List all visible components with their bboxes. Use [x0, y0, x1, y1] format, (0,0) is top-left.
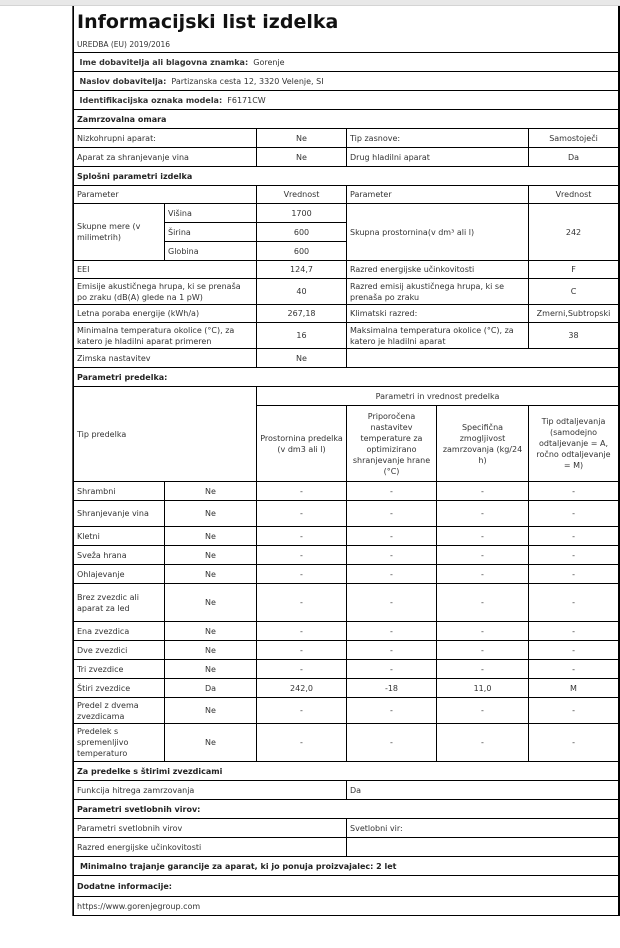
basic-param: Nizkohrupni aparat: [74, 129, 257, 148]
basic-value: Ne [257, 129, 347, 148]
compartment-value: - [529, 527, 619, 546]
dimension-value: 600 [257, 223, 347, 242]
compartment-type-header: Tip predelka [74, 387, 257, 482]
compartment-type: Shranjevanje vina [74, 501, 165, 527]
compartment-present: Ne [165, 698, 257, 724]
compartment-type: Sveža hrana [74, 546, 165, 565]
general-value: C [529, 279, 619, 305]
compartment-value: - [437, 501, 529, 527]
compartment-row [74, 724, 619, 762]
general-param: EEI [74, 261, 257, 279]
compartment-value: - [347, 584, 437, 622]
compartment-value: - [257, 527, 347, 546]
compartment-value: - [529, 584, 619, 622]
compartment-value: - [437, 546, 529, 565]
basic-param: Aparat za shranjevanje vina [74, 148, 257, 167]
compartment-present: Ne [165, 660, 257, 679]
compartment-value: - [437, 584, 529, 622]
compartment-type: Štiri zvezdice [74, 679, 165, 698]
general-param-empty [347, 349, 619, 368]
dimension-value: 1700 [257, 204, 347, 223]
compartment-value: - [257, 724, 347, 762]
compartment-present: Ne [165, 482, 257, 501]
compartment-present: Ne [165, 527, 257, 546]
quick-freeze-value: Da [347, 781, 619, 800]
compartment-present: Ne [165, 546, 257, 565]
compartment-value: - [437, 482, 529, 501]
compartment-value: - [257, 546, 347, 565]
dimension-label: Širina [165, 223, 257, 242]
compartment-value: - [347, 698, 437, 724]
address-row [74, 72, 619, 91]
compartment-type: Ena zvezdica [74, 622, 165, 641]
compartment-value: - [529, 482, 619, 501]
warranty-row: Minimalno trajanje garancije za aparat, ki jo ponuja proizvajalec: 2 let [74, 857, 619, 876]
compartment-col-header: Priporočena nastavitev temperature za optimizirano shranjevanje hrane (°C) [347, 406, 437, 482]
compartment-value: - [347, 622, 437, 641]
total-volume-value: 242 [529, 204, 619, 261]
compartment-type: Dve zvezdici [74, 641, 165, 660]
compartment-params-header: Parametri in vrednost predelka [257, 387, 619, 406]
general-params-heading: Splošni parametri izdelka [74, 167, 619, 186]
compartment-value: -18 [347, 679, 437, 698]
light-source-value: Svetlobni vir: [347, 819, 619, 838]
compartment-value: - [347, 501, 437, 527]
model-label: Identifikacijska oznaka modela: [79, 95, 223, 105]
compartment-type: Tri zvezdice [74, 660, 165, 679]
general-param: Minimalna temperatura okolice (°C), za katero je hladilni aparat primeren [74, 323, 257, 349]
total-volume-label: Skupna prostornina(v dm³ ali l) [347, 204, 529, 261]
compartment-value: - [347, 641, 437, 660]
page-title: Informacijski list izdelka [74, 6, 619, 36]
compartment-value: - [257, 565, 347, 584]
general-value: 16 [257, 323, 347, 349]
compartment-row [74, 501, 619, 527]
general-param: Razred emisij akustičnega hrupa, ki se prenaša po zraku [347, 279, 529, 305]
compartment-value: 242,0 [257, 679, 347, 698]
address-label: Naslov dobavitelja: [79, 76, 167, 86]
compartment-row [74, 679, 619, 698]
supplier-row [74, 53, 619, 72]
compartment-value: - [529, 641, 619, 660]
compartment-value: - [257, 501, 347, 527]
compartment-col-header: Tip odtaljevanja (samodejno odtaljevanje = A, ročno odtaljevanje = M) [529, 406, 619, 482]
general-param: Emisije akustičnega hrupa, ki se prenaša po zraku (dB(A) glede na 1 pW) [74, 279, 257, 305]
compartment-type: Shrambni [74, 482, 165, 501]
supplier-label: Ime dobavitelja ali blagovna znamka: [79, 57, 249, 67]
model-row [74, 91, 619, 110]
compartment-row [74, 482, 619, 501]
compartment-row [74, 584, 619, 622]
compartment-value: - [437, 527, 529, 546]
general-value: 124,7 [257, 261, 347, 279]
info-sheet-table [73, 6, 619, 916]
compartment-present: Ne [165, 565, 257, 584]
supplier-value: Gorenje [253, 57, 285, 67]
general-param: Razred energijske učinkovitosti [347, 261, 529, 279]
compartment-value: - [257, 660, 347, 679]
model-value: F6171CW [227, 95, 266, 105]
dimension-label: Globina [165, 242, 257, 261]
compartment-value: - [529, 501, 619, 527]
compartment-value: - [257, 698, 347, 724]
basic-value: Ne [257, 148, 347, 167]
general-value: 38 [529, 323, 619, 349]
compartment-value: - [347, 546, 437, 565]
basic-param: Tip zasnove: [347, 129, 529, 148]
general-param: Maksimalna temperatura okolice (°C), za katero je hladilni aparat [347, 323, 529, 349]
compartment-value: - [437, 724, 529, 762]
compartment-row [74, 527, 619, 546]
col-header-value: Vrednost [257, 186, 347, 204]
compartment-row [74, 622, 619, 641]
basic-value: Da [529, 148, 619, 167]
compartment-value: - [437, 565, 529, 584]
compartment-row [74, 565, 619, 584]
compartment-value: M [529, 679, 619, 698]
basic-value: Samostoječi [529, 129, 619, 148]
compartment-type: Predelek s spremenljivo temperaturo [74, 724, 165, 762]
general-value: F [529, 261, 619, 279]
compartment-col-header: Prostornina predelka (v dm3 ali l) [257, 406, 347, 482]
col-header-parameter: Parameter [347, 186, 529, 204]
compartment-value: - [529, 724, 619, 762]
compartment-type: Predel z dvema zvezdicama [74, 698, 165, 724]
address-value: Partizanska cesta 12, 3320 Velenje, SI [171, 76, 324, 86]
compartment-value: - [347, 724, 437, 762]
compartment-value: - [437, 660, 529, 679]
dimensions-label: Skupne mere (v milimetrih) [74, 204, 165, 261]
compartment-row [74, 641, 619, 660]
compartment-value: - [529, 546, 619, 565]
dimension-value: 600 [257, 242, 347, 261]
compartment-value: - [257, 584, 347, 622]
four-star-heading: Za predelke s štirimi zvezdicami [74, 762, 619, 781]
compartment-present: Ne [165, 501, 257, 527]
compartment-value: - [437, 622, 529, 641]
compartment-present: Ne [165, 641, 257, 660]
compartment-value: - [529, 698, 619, 724]
compartments-heading: Parametri predelka: [74, 368, 619, 387]
col-header-parameter: Parameter [74, 186, 257, 204]
compartment-value: - [529, 622, 619, 641]
dimension-label: Višina [165, 204, 257, 223]
compartment-value: - [347, 565, 437, 584]
compartment-type: Ohlajevanje [74, 565, 165, 584]
compartment-type: Kletni [74, 527, 165, 546]
compartment-value: - [529, 660, 619, 679]
compartment-value: - [347, 660, 437, 679]
light-source-label: Parametri svetlobnih virov [74, 819, 347, 838]
compartment-present: Ne [165, 584, 257, 622]
compartment-present: Da [165, 679, 257, 698]
compartment-value: - [257, 482, 347, 501]
compartment-value: - [257, 641, 347, 660]
compartment-row [74, 546, 619, 565]
compartment-value: - [257, 622, 347, 641]
basic-param: Drug hladilni aparat [347, 148, 529, 167]
compartment-col-header: Specifična zmogljivost zamrzovanja (kg/24 h) [437, 406, 529, 482]
compartment-value: - [347, 482, 437, 501]
general-value: 267,18 [257, 305, 347, 323]
compartment-row [74, 698, 619, 724]
compartment-value: - [347, 527, 437, 546]
product-information-sheet [72, 6, 620, 916]
additional-info-heading: Dodatne informacije: [74, 876, 619, 897]
general-param: Klimatski razred: [347, 305, 529, 323]
general-value: Ne [257, 349, 347, 368]
light-energy-class-value [347, 838, 619, 857]
compartment-value: - [437, 641, 529, 660]
compartment-value: - [529, 565, 619, 584]
general-param: Letna poraba energije (kWh/a) [74, 305, 257, 323]
compartment-present: Ne [165, 724, 257, 762]
category-heading: Zamrzovalna omara [74, 110, 619, 129]
general-value: Zmerni,Subtropski [529, 305, 619, 323]
compartment-row [74, 660, 619, 679]
light-energy-class-label: Razred energijske učinkovitosti [74, 838, 347, 857]
light-source-heading: Parametri svetlobnih virov: [74, 800, 619, 819]
compartment-type: Brez zvezdic ali aparat za led [74, 584, 165, 622]
website-link[interactable]: https://www.gorenjegroup.com [74, 897, 619, 916]
general-param: Zimska nastavitev [74, 349, 257, 368]
quick-freeze-label: Funkcija hitrega zamrzovanja [74, 781, 347, 800]
col-header-value: Vrednost [529, 186, 619, 204]
compartment-value: 11,0 [437, 679, 529, 698]
compartment-value: - [437, 698, 529, 724]
general-value: 40 [257, 279, 347, 305]
regulation-reference: UREDBA (EU) 2019/2016 [74, 36, 619, 53]
compartment-present: Ne [165, 622, 257, 641]
